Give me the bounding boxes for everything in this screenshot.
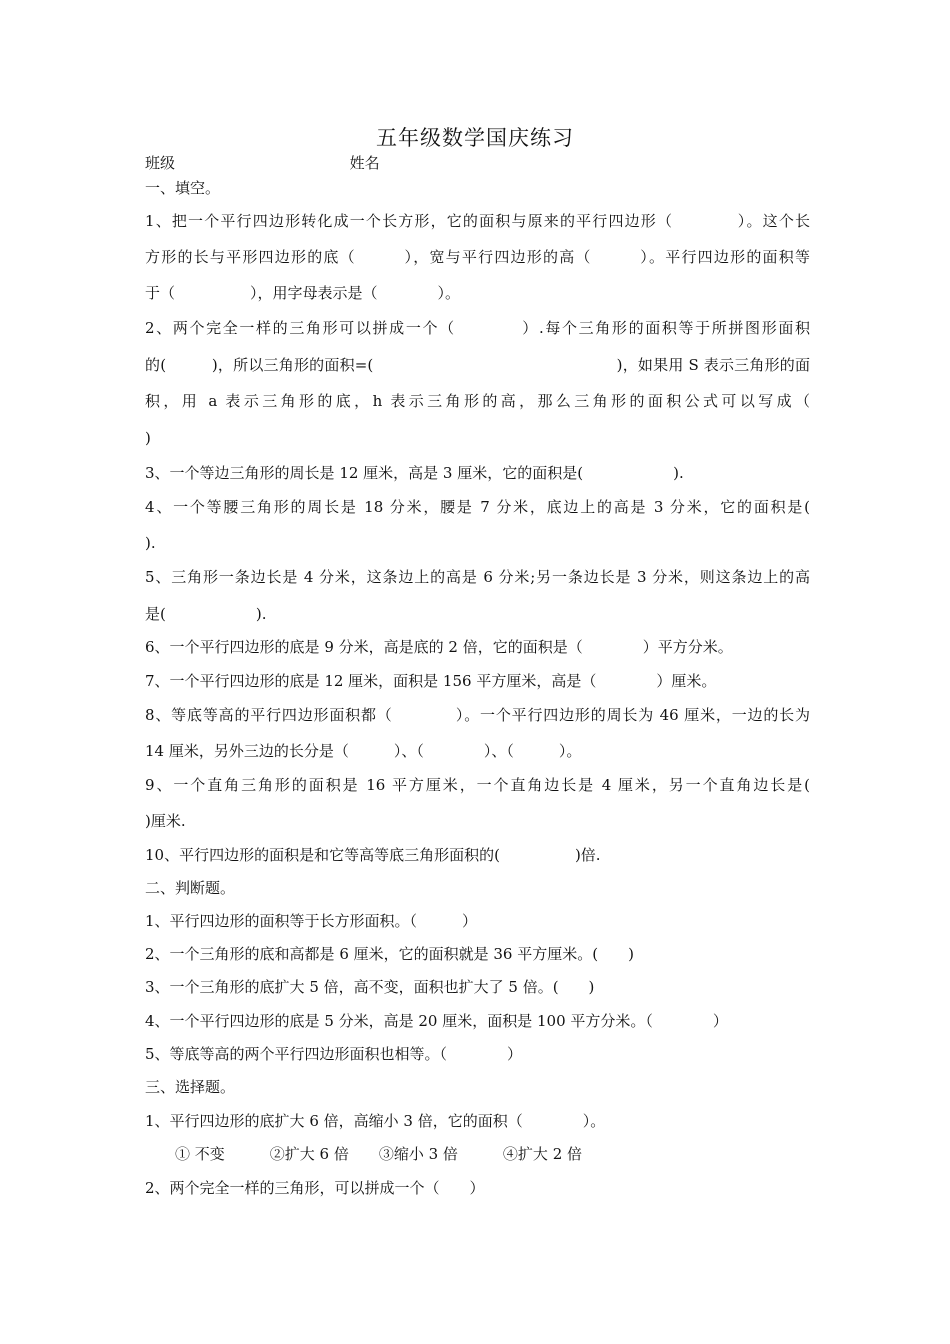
section-judgment-heading: 二、判断题。 bbox=[145, 879, 236, 897]
question-line: 2、两个完全一样的三角形可以拼成一个（ ）.每个三角形的面积等于所拼图形面积 bbox=[145, 319, 810, 337]
question-line: 积，用 a 表示三角形的底，h 表示三角形的高，那么三角形的面积公式可以写成（ bbox=[145, 392, 810, 410]
section-choice-heading: 三、选择题。 bbox=[145, 1078, 236, 1096]
class-label: 班级 bbox=[145, 154, 176, 172]
question-line: 2、两个完全一样的三角形，可以拼成一个（ ） bbox=[145, 1179, 485, 1197]
question-line: 6、一个平行四边形的底是 9 分米，高是底的 2 倍，它的面积是（ ）平方分米。 bbox=[145, 638, 733, 656]
question-line: 5、等底等高的两个平行四边形面积也相等。（ ） bbox=[145, 1045, 523, 1063]
question-line: 1、平行四边形的面积等于长方形面积。（ ） bbox=[145, 912, 478, 930]
question-line: )厘米. bbox=[145, 812, 186, 830]
choice-options: ① 不变 ②扩大 6 倍 ③缩小 3 倍 ④扩大 2 倍 bbox=[145, 1145, 583, 1163]
question-line: 1、把一个平行四边形转化成一个长方形，它的面积与原来的平行四边形（ ）。这个长 bbox=[145, 212, 810, 230]
name-label: 姓名 bbox=[349, 154, 380, 172]
question-line: 4、一个平行四边形的底是 5 分米，高是 20 厘米，面积是 100 平方分米。（ ） bbox=[145, 1012, 728, 1030]
section-fill-blank-heading: 一、填空。 bbox=[145, 179, 221, 197]
question-line: ). bbox=[145, 534, 156, 552]
question-line: 7、一个平行四边形的底是 12 厘米，面积是 156 平方厘米，高是（ ）厘米。 bbox=[145, 672, 717, 690]
question-line: 1、平行四边形的底扩大 6 倍，高缩小 3 倍，它的面积（ ）。 bbox=[145, 1112, 606, 1130]
question-line: 10、平行四边形的面积是和它等高等底三角形面积的( )倍. bbox=[145, 846, 601, 864]
question-line: 3、一个等边三角形的周长是 12 厘米，高是 3 厘米，它的面积是( ). bbox=[145, 464, 684, 482]
question-line: 4、一个等腰三角形的周长是 18 分米，腰是 7 分米，底边上的高是 3 分米，它的面积是( bbox=[145, 498, 810, 516]
question-line: 14 厘米，另外三边的长分是（ ）、（ ）、（ ）。 bbox=[145, 742, 582, 760]
question-line: 8、等底等高的平行四边形面积都（ ）。一个平行四边形的周长为 46 厘米，一边的长为 bbox=[145, 706, 810, 724]
question-line: ) bbox=[145, 429, 151, 447]
question-line: 9、一个直角三角形的面积是 16 平方厘米，一个直角边长是 4 厘米，另一个直角边长是( bbox=[145, 776, 810, 794]
question-line: 于（ ），用字母表示是（ ）。 bbox=[145, 284, 461, 302]
question-line: 方形的长与平形四边形的底（ ），宽与平行四边形的高（ ）。平行四边形的面积等 bbox=[145, 248, 810, 266]
question-line: 2、一个三角形的底和高都是 6 厘米，它的面积就是 36 平方厘米。( ) bbox=[145, 945, 634, 963]
question-line: 的( )，所以三角形的面积=( )，如果用 S 表示三角形的面 bbox=[145, 356, 810, 374]
worksheet-title: 五年级数学国庆练习 bbox=[376, 126, 574, 150]
question-line: 3、一个三角形的底扩大 5 倍，高不变，面积也扩大了 5 倍。( ) bbox=[145, 978, 595, 996]
header-row bbox=[145, 152, 810, 174]
question-line: 是( ). bbox=[145, 605, 267, 623]
question-line: 5、三角形一条边长是 4 分米，这条边上的高是 6 分米;另一条边长是 3 分米，则这条边上的高 bbox=[145, 568, 810, 586]
